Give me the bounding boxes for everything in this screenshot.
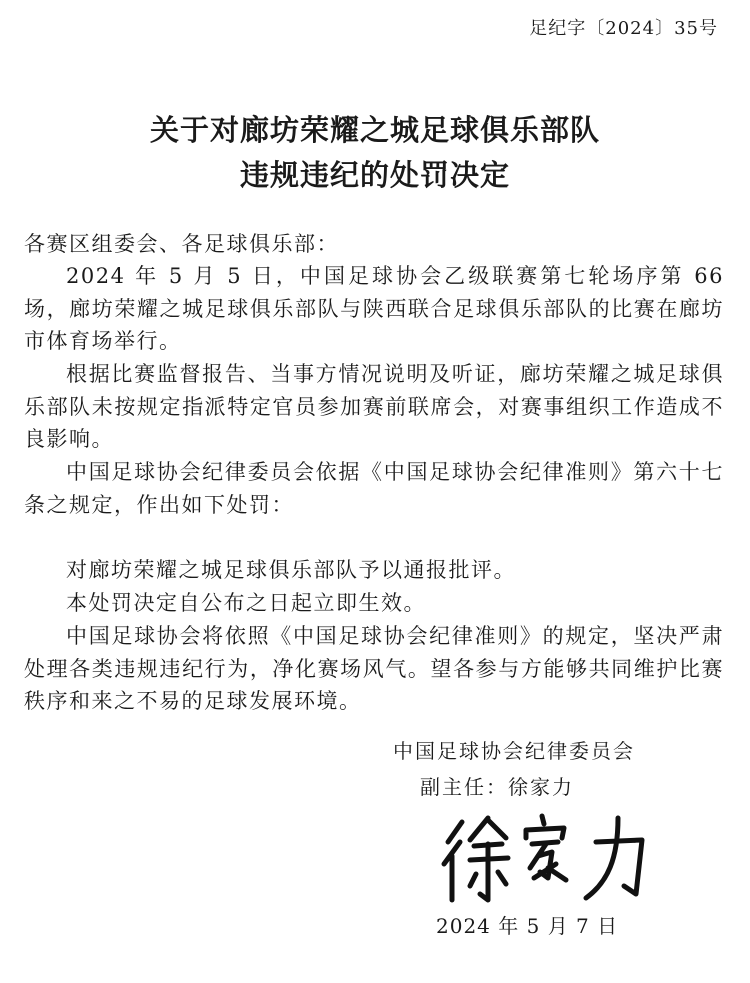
paragraph-violation: 根据比赛监督报告、当事方情况说明及听证，廊坊荣耀之城足球俱乐部队未按规定指派特定官员参加赛前联席会，对赛事组织工作造成不良影响。 — [24, 362, 724, 452]
document-title-line-1: 关于对廊坊荣耀之城足球俱乐部队 — [149, 113, 600, 147]
handwritten-signature — [430, 808, 670, 908]
paragraph-effective: 本处罚决定自公布之日起立即生效。 — [66, 591, 426, 615]
salutation: 各赛区组委会、各足球俱乐部： — [24, 232, 339, 256]
signatory-title: 副主任：徐家力 — [420, 775, 574, 799]
document-number: 足纪字〔2024〕35号 — [529, 18, 718, 39]
paragraph-event: 2024 年 5 月 5 日，中国足球协会乙级联赛第七轮场序第 66 场，廊坊荣耀之城足球俱乐部队与陕西联合足球俱乐部队的比赛在廊坊市体育场举行。 — [24, 264, 724, 354]
paragraph-closing: 中国足球协会将依照《中国足球协会纪律准则》的规定，坚决严肃处理各类违规违纪行为，净化赛场风气。望各参与方能够共同维护比赛秩序和来之不易的足球发展环境。 — [24, 624, 724, 714]
signatory-organization: 中国足球协会纪律委员会 — [393, 739, 635, 763]
paragraph-basis: 中国足球协会纪律委员会依据《中国足球协会纪律准则》第六十七条之规定，作出如下处罚： — [24, 460, 724, 517]
paragraph-penalty: 对廊坊荣耀之城足球俱乐部队予以通报批评。 — [66, 558, 516, 582]
issue-date: 2024 年 5 月 7 日 — [436, 914, 619, 938]
document-title-line-2: 违规违纪的处罚决定 — [239, 158, 510, 192]
